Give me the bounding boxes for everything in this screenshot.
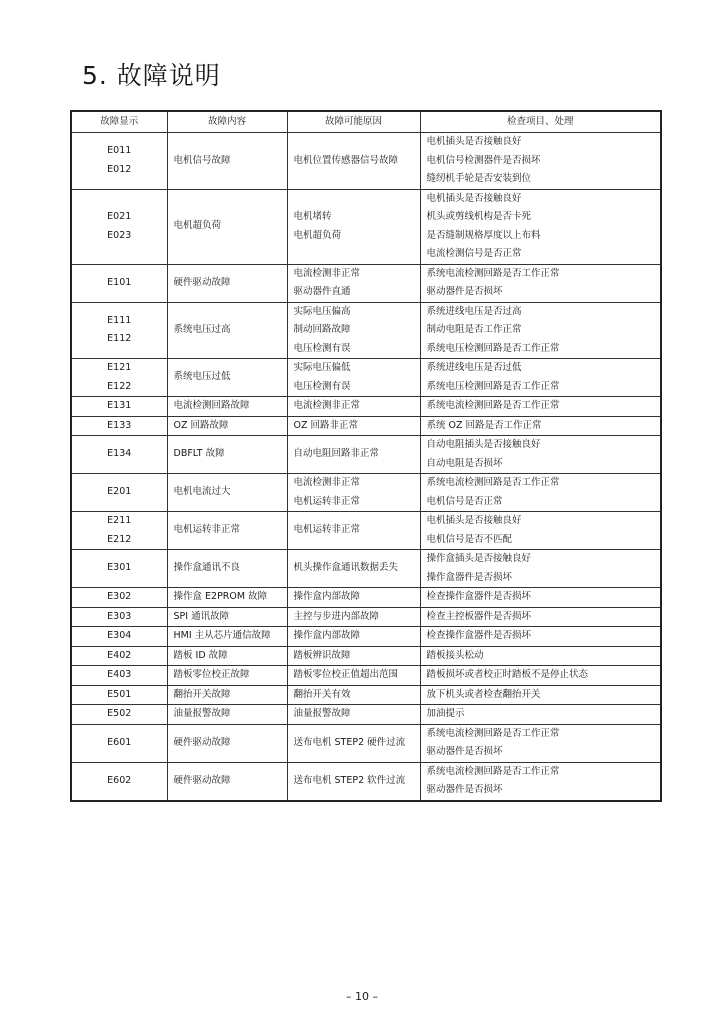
fault-check-cell — [420, 705, 661, 725]
fault-cause-line: 电机运转非正常 — [293, 524, 361, 536]
fault-code-line: E122 — [107, 380, 132, 392]
fault-cause-line: 主控与步进内部故障 — [293, 610, 380, 622]
fault-check-line: 检查操作盒器件是否损坏 — [426, 591, 532, 602]
fault-cause-line: 电机超负荷 — [293, 229, 342, 241]
fault-check-line: 是否缝制规格厚度以上布料 — [426, 229, 541, 241]
fault-check-line: 电机信号是否正常 — [426, 495, 503, 507]
table-row — [71, 685, 661, 705]
fault-check-cell — [420, 302, 661, 359]
fault-code-cell — [71, 607, 167, 627]
fault-check-line: 电流检测信号是否正常 — [426, 248, 522, 259]
fault-code-line: E601 — [107, 736, 132, 748]
fault-check-line: 自动电阻是否损坏 — [426, 457, 503, 469]
fault-cause-line: 电机位置传感器信号故障 — [293, 154, 399, 166]
fault-code-cell — [71, 189, 167, 264]
header-fault-content: 故障内容 — [167, 111, 287, 133]
fault-cause-cell — [287, 474, 420, 512]
fault-content-cell: 电机电流过大 — [167, 474, 287, 512]
fault-check-cell — [420, 550, 661, 588]
fault-code-line: E211 — [107, 515, 132, 526]
fault-check-line: 制动电阻是否工作正常 — [426, 324, 522, 335]
fault-code-line: E402 — [107, 649, 132, 661]
fault-check-line: 电机插头是否接触良好 — [426, 515, 522, 526]
header-possible-cause: 故障可能原因 — [287, 111, 420, 133]
fault-cause-line: 制动回路故障 — [293, 324, 351, 335]
fault-code-cell — [71, 397, 167, 417]
fault-cause-line: 电压检测有误 — [293, 380, 351, 392]
header-check-action: 检查项目、处理 — [420, 111, 661, 133]
fault-content-cell: 硬件驱动故障 — [167, 264, 287, 302]
fault-code-line: E023 — [107, 229, 132, 241]
fault-content-cell: 电流检测回路故障 — [167, 397, 287, 417]
fault-cause-cell — [287, 189, 420, 264]
fault-check-line: 系统电压检测回路是否工作正常 — [426, 380, 560, 392]
fault-cause-line: 踏板零位校正值超出范围 — [293, 669, 399, 680]
fault-cause-cell — [287, 436, 420, 474]
fault-cause-line: 电机堵转 — [293, 211, 332, 222]
fault-content-cell: 硬件驱动故障 — [167, 762, 287, 801]
fault-check-cell — [420, 627, 661, 647]
fault-check-cell — [420, 133, 661, 190]
fault-cause-line: OZ 回路非正常 — [293, 419, 359, 431]
fault-code-line: E011 — [107, 145, 132, 157]
table-row — [71, 607, 661, 627]
fault-check-line: 系统 OZ 回路是否工作正常 — [426, 419, 542, 431]
fault-code-cell — [71, 133, 167, 190]
fault-code-line: E403 — [107, 669, 132, 680]
fault-check-cell — [420, 666, 661, 686]
fault-code-line: E302 — [107, 591, 132, 602]
fault-cause-line: 实际电压偏高 — [293, 305, 351, 317]
fault-check-line: 电机信号是否不匹配 — [426, 533, 513, 545]
fault-cause-line: 电流检测非正常 — [293, 477, 361, 488]
fault-cause-line: 踏板辨识故障 — [293, 649, 351, 661]
fault-check-line: 操作盒插头是否接触良好 — [426, 553, 532, 564]
fault-check-line: 系统电流检测回路是否工作正常 — [426, 477, 560, 488]
fault-content-cell: DBFLT 故障 — [167, 436, 287, 474]
fault-code-line: E304 — [107, 630, 132, 641]
fault-content-cell: 硬件驱动故障 — [167, 724, 287, 762]
fault-code-cell — [71, 685, 167, 705]
fault-cause-cell — [287, 762, 420, 801]
fault-content-cell: 操作盒通讯不良 — [167, 550, 287, 588]
fault-check-line: 检查主控板器件是否损坏 — [426, 610, 532, 622]
fault-code-cell — [71, 416, 167, 436]
fault-check-line: 系统电压检测回路是否工作正常 — [426, 342, 560, 354]
table-row — [71, 646, 661, 666]
fault-cause-cell — [287, 627, 420, 647]
fault-cause-line: 电流检测非正常 — [293, 400, 361, 411]
fault-code-cell — [71, 646, 167, 666]
fault-check-line: 操作盒器件是否损坏 — [426, 571, 513, 583]
fault-check-line: 系统电流检测回路是否工作正常 — [426, 400, 560, 411]
fault-cause-line: 翻抬开关有效 — [293, 688, 351, 700]
fault-cause-line: 操作盒内部故障 — [293, 591, 361, 602]
fault-check-line: 踏板损坏或者校正时踏板不是停止状态 — [426, 669, 589, 680]
fault-check-line: 电机信号检测器件是否损坏 — [426, 154, 541, 166]
table-row — [71, 359, 661, 397]
fault-code-line: E133 — [107, 419, 132, 431]
fault-check-line: 电机插头是否接触良好 — [426, 192, 522, 204]
fault-content-cell: 翻抬开关故障 — [167, 685, 287, 705]
fault-code-cell — [71, 666, 167, 686]
fault-cause-cell — [287, 666, 420, 686]
table-row — [71, 588, 661, 608]
table-row — [71, 436, 661, 474]
fault-cause-line: 油量报警故障 — [293, 708, 351, 719]
fault-content-cell: HMI 主从芯片通信故障 — [167, 627, 287, 647]
fault-code-cell — [71, 724, 167, 762]
fault-check-line: 系统电流检测回路是否工作正常 — [426, 267, 560, 279]
fault-code-cell — [71, 588, 167, 608]
fault-check-cell — [420, 512, 661, 550]
table-row — [71, 550, 661, 588]
fault-code-cell — [71, 474, 167, 512]
table-header-row — [71, 111, 661, 133]
fault-check-line: 踏板接头松动 — [426, 649, 484, 661]
fault-code-cell — [71, 264, 167, 302]
fault-code-cell — [71, 627, 167, 647]
fault-check-line: 驱动器件是否损坏 — [426, 286, 503, 297]
fault-table — [70, 110, 662, 802]
fault-code-line: E121 — [107, 362, 132, 373]
fault-check-cell — [420, 607, 661, 627]
fault-check-line: 系统电流检测回路是否工作正常 — [426, 727, 560, 739]
fault-cause-line: 驱动器件直通 — [293, 286, 351, 297]
fault-check-line: 系统电流检测回路是否工作正常 — [426, 765, 560, 777]
fault-check-cell — [420, 762, 661, 801]
fault-cause-cell — [287, 724, 420, 762]
fault-cause-cell — [287, 512, 420, 550]
fault-cause-line: 自动电阻回路非正常 — [293, 448, 380, 460]
fault-content-cell: 油量报警故障 — [167, 705, 287, 725]
fault-content-cell: SPI 通讯故障 — [167, 607, 287, 627]
fault-cause-cell — [287, 607, 420, 627]
fault-code-line: E301 — [107, 562, 132, 574]
fault-code-cell — [71, 359, 167, 397]
header-fault-display: 故障显示 — [71, 111, 167, 133]
fault-content-cell: 电机运转非正常 — [167, 512, 287, 550]
fault-check-cell — [420, 724, 661, 762]
fault-cause-cell — [287, 133, 420, 190]
fault-cause-line: 送布电机 STEP2 硬件过流 — [293, 736, 406, 748]
table-row — [71, 416, 661, 436]
fault-cause-cell — [287, 705, 420, 725]
fault-check-line: 缝纫机手轮是否安装到位 — [426, 173, 532, 184]
fault-cause-line: 电机运转非正常 — [293, 495, 361, 507]
fault-check-line: 驱动器件是否损坏 — [426, 746, 503, 757]
fault-content-cell: 操作盒 E2PROM 故障 — [167, 588, 287, 608]
fault-content-cell: 踏板 ID 故障 — [167, 646, 287, 666]
fault-cause-line: 电流检测非正常 — [293, 267, 361, 279]
fault-code-line: E212 — [107, 533, 132, 545]
fault-code-cell — [71, 302, 167, 359]
fault-code-line: E602 — [107, 774, 132, 786]
fault-cause-cell — [287, 685, 420, 705]
fault-content-cell: 电机信号故障 — [167, 133, 287, 190]
fault-code-line: E131 — [107, 400, 132, 411]
fault-code-line: E021 — [107, 211, 132, 222]
fault-code-line: E112 — [107, 333, 132, 345]
fault-check-line: 系统进线电压是否过高 — [426, 305, 522, 317]
fault-cause-cell — [287, 397, 420, 417]
fault-content-cell: OZ 回路故障 — [167, 416, 287, 436]
fault-cause-line: 机头操作盒通讯数据丢失 — [293, 562, 399, 574]
fault-cause-cell — [287, 646, 420, 666]
page-number: – 10 – — [346, 990, 378, 1003]
table-row — [71, 512, 661, 550]
table-row — [71, 705, 661, 725]
fault-table-body — [71, 133, 661, 801]
table-row — [71, 627, 661, 647]
fault-code-line: E303 — [107, 610, 132, 622]
fault-check-line: 自动电阻插头是否接触良好 — [426, 439, 541, 450]
fault-check-cell — [420, 685, 661, 705]
fault-code-line: E012 — [107, 163, 132, 175]
fault-code-cell — [71, 436, 167, 474]
table-row — [71, 133, 661, 190]
fault-content-cell: 踏板零位校正故障 — [167, 666, 287, 686]
fault-content-cell: 系统电压过低 — [167, 359, 287, 397]
table-row — [71, 397, 661, 417]
fault-check-line: 系统进线电压是否过低 — [426, 362, 522, 373]
page-title: 5. 故障说明 — [82, 61, 221, 90]
table-row — [71, 264, 661, 302]
fault-check-cell — [420, 436, 661, 474]
fault-cause-cell — [287, 588, 420, 608]
fault-cause-line: 送布电机 STEP2 软件过流 — [293, 774, 406, 786]
fault-code-line: E501 — [107, 688, 132, 700]
fault-code-line: E134 — [107, 448, 132, 460]
fault-check-line: 驱动器件是否损坏 — [426, 784, 503, 795]
fault-code-line: E111 — [107, 314, 132, 326]
fault-check-cell — [420, 646, 661, 666]
fault-check-line: 电机插头是否接触良好 — [426, 136, 522, 147]
fault-cause-line: 操作盒内部故障 — [293, 630, 361, 641]
fault-content-cell: 电机超负荷 — [167, 189, 287, 264]
fault-content-cell: 系统电压过高 — [167, 302, 287, 359]
table-row — [71, 302, 661, 359]
fault-code-cell — [71, 705, 167, 725]
table-row — [71, 474, 661, 512]
fault-code-line: E502 — [107, 708, 132, 719]
fault-check-cell — [420, 416, 661, 436]
fault-check-cell — [420, 359, 661, 397]
fault-cause-cell — [287, 359, 420, 397]
fault-code-line: E101 — [107, 276, 132, 288]
fault-cause-line: 实际电压偏低 — [293, 362, 351, 373]
table-row — [71, 724, 661, 762]
fault-check-line: 机头或剪线机构是否卡死 — [426, 211, 532, 222]
fault-cause-cell — [287, 416, 420, 436]
fault-check-line: 检查操作盒器件是否损坏 — [426, 630, 532, 641]
table-row — [71, 189, 661, 264]
fault-check-line: 加油提示 — [426, 708, 465, 719]
fault-check-line: 放下机头或者检查翻抬开关 — [426, 688, 541, 700]
table-row — [71, 666, 661, 686]
table-row — [71, 762, 661, 801]
fault-cause-cell — [287, 550, 420, 588]
fault-code-line: E201 — [107, 486, 132, 498]
fault-check-cell — [420, 588, 661, 608]
fault-code-cell — [71, 762, 167, 801]
fault-check-cell — [420, 397, 661, 417]
fault-cause-line: 电压检测有误 — [293, 342, 351, 354]
fault-check-cell — [420, 474, 661, 512]
fault-check-cell — [420, 189, 661, 264]
fault-cause-cell — [287, 264, 420, 302]
fault-code-cell — [71, 550, 167, 588]
fault-code-cell — [71, 512, 167, 550]
fault-check-cell — [420, 264, 661, 302]
fault-cause-cell — [287, 302, 420, 359]
